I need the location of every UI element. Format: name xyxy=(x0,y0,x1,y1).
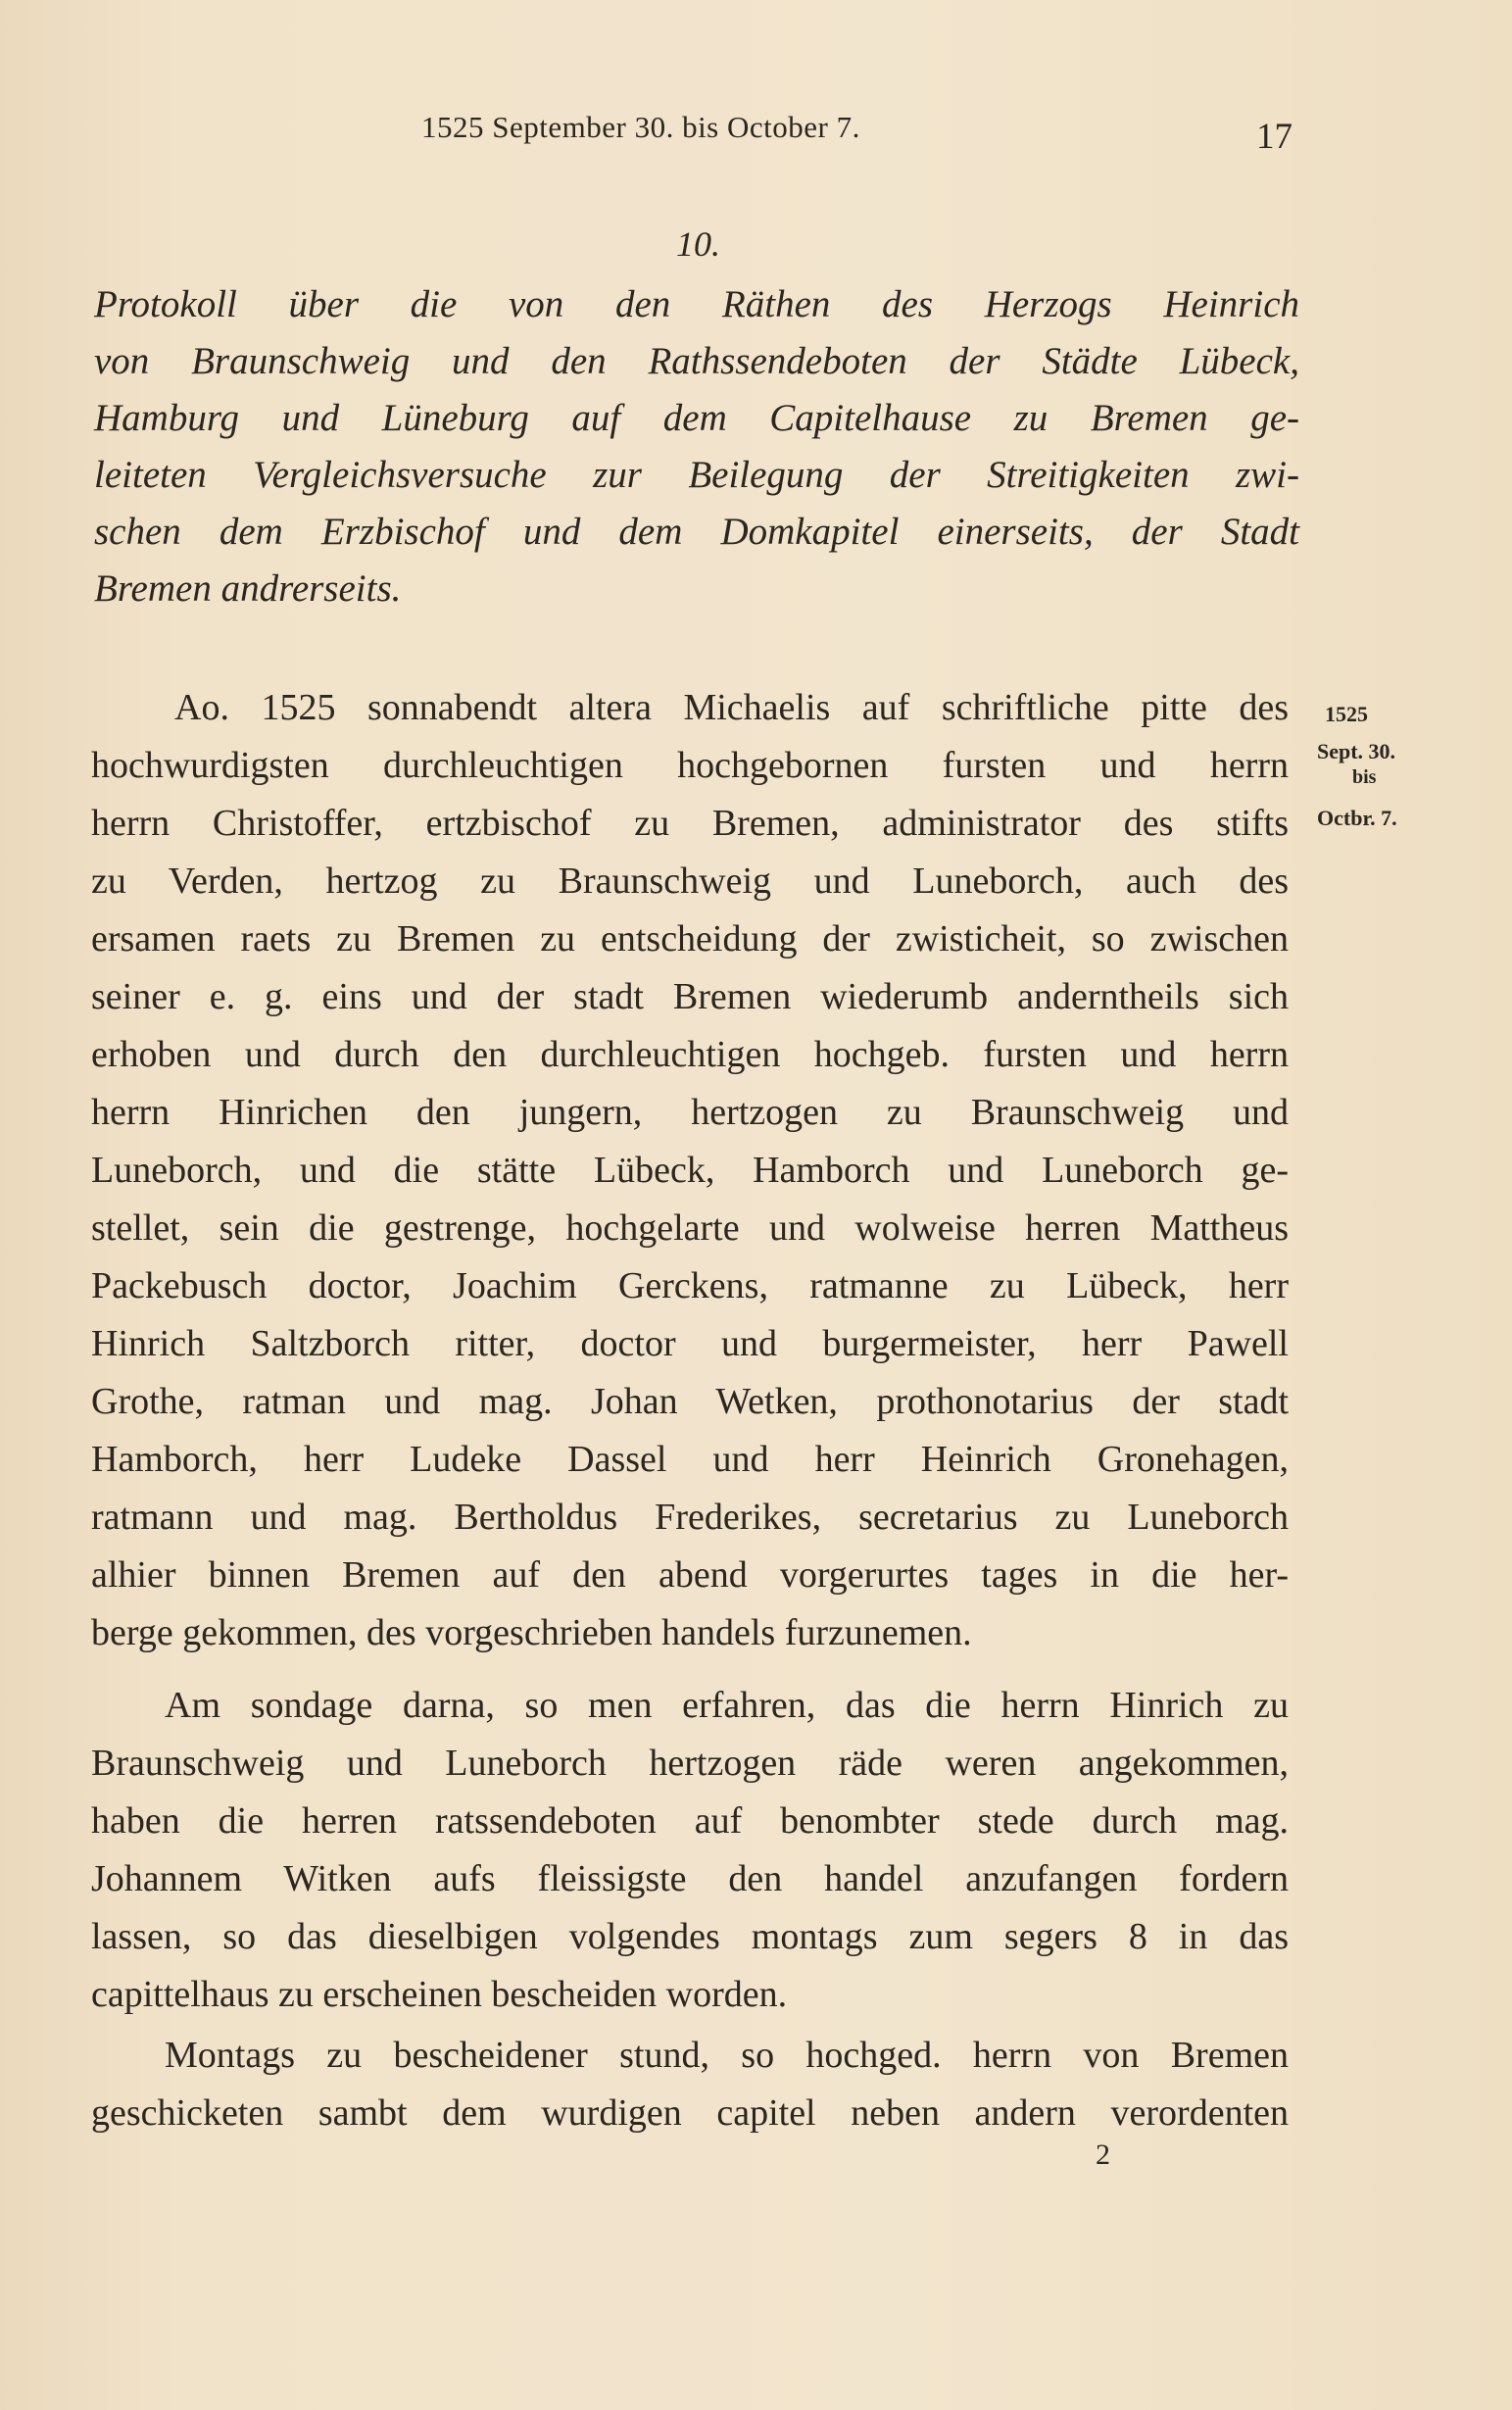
body-line: Am sondage darna, so men erfahren, das die herrn Hinrich zu xyxy=(165,1685,1289,1726)
document-number: 10. xyxy=(676,224,720,264)
body-line: ratmann und mag. Bertholdus Frederikes, secretarius zu Luneborch xyxy=(91,1497,1289,1538)
body-line: zu Verden, hertzog zu Braunschweig und Luneborch, auch des xyxy=(91,861,1289,902)
body-line: herrn Christoffer, ertzbischof zu Bremen, administrator des stifts xyxy=(91,803,1289,844)
body-line: herrn Hinrichen den jungern, hertzogen zu Braunschweig und xyxy=(91,1092,1289,1133)
margin-date-from: Sept. 30. xyxy=(1317,739,1396,763)
body-line: stellet, sein die gestrenge, hochgelarte und wolweise herren Mattheus xyxy=(91,1207,1289,1249)
title-line: leiteten Vergleichsversuche zur Beilegung der Streitigkeiten zwi- xyxy=(94,454,1299,496)
body-line: ersamen raets zu Bremen zu entscheidung der zwisticheit, so zwischen xyxy=(91,918,1289,959)
title-line: Protokoll über die von den Räthen des Herzogs Heinrich xyxy=(94,283,1299,325)
body-line: Packebusch doctor, Joachim Gerckens, ratmanne zu Lübeck, herr xyxy=(91,1265,1289,1306)
margin-bis: bis xyxy=(1352,766,1377,788)
margin-year: 1525 xyxy=(1325,702,1368,726)
title-line: Hamburg und Lüneburg auf dem Capitelhause zu Bremen ge- xyxy=(94,397,1299,439)
body-line: capittelhaus zu erscheinen bescheiden worden. xyxy=(91,1974,788,2015)
body-line: Hamborch, herr Ludeke Dassel und herr Heinrich Gronehagen, xyxy=(91,1439,1289,1480)
body-line: Ao. 1525 sonnabendt altera Michaelis auf schriftliche pitte des xyxy=(174,687,1289,728)
body-line: berge gekommen, des vorgeschrieben handels furzunemen. xyxy=(91,1612,972,1653)
body-line: Grothe, ratman und mag. Johan Wetken, prothonotarius der stadt xyxy=(91,1381,1289,1422)
body-line: hochwurdigsten durchleuchtigen hochgebornen fursten und herrn xyxy=(91,745,1289,786)
margin-date-to: Octbr. 7. xyxy=(1317,806,1397,830)
body-line: Luneborch, und die stätte Lübeck, Hamborch und Luneborch ge- xyxy=(91,1150,1289,1191)
title-line: schen dem Erzbischof und dem Domkapitel einerseits, der Stadt xyxy=(94,511,1299,553)
body-line: lassen, so das dieselbigen volgendes montags zum segers 8 in das xyxy=(91,1916,1289,1957)
body-line: Braunschweig und Luneborch hertzogen räde weren angekommen, xyxy=(91,1743,1289,1784)
body-line: Johannem Witken aufs fleissigste den handel anzufangen fordern xyxy=(91,1858,1289,1899)
body-line: Hinrich Saltzborch ritter, doctor und burgermeister, herr Pawell xyxy=(91,1323,1289,1364)
page-number: 17 xyxy=(1256,117,1293,157)
title-line: von Braunschweig und den Rathssendeboten der Städte Lübeck, xyxy=(94,340,1299,382)
body-line: Montags zu bescheidener stund, so hochged. herrn von Bremen xyxy=(165,2035,1289,2076)
body-line: haben die herren ratssendeboten auf benombter stede durch mag. xyxy=(91,1800,1289,1842)
title-line: Bremen andrerseits. xyxy=(94,567,402,610)
body-line: geschicketen sambt dem wurdigen capitel neben andern verordenten xyxy=(91,2092,1289,2134)
body-line: seiner e. g. eins und der stadt Bremen wiederumb anderntheils sich xyxy=(91,976,1289,1017)
running-head: 1525 September 30. bis October 7. xyxy=(421,110,860,144)
body-line: erhoben und durch den durchleuchtigen hochgeb. fursten und herrn xyxy=(91,1034,1289,1075)
body-line: alhier binnen Bremen auf den abend vorgerurtes tages in die her- xyxy=(91,1554,1289,1596)
signature-mark: 2 xyxy=(1096,2139,1110,2171)
